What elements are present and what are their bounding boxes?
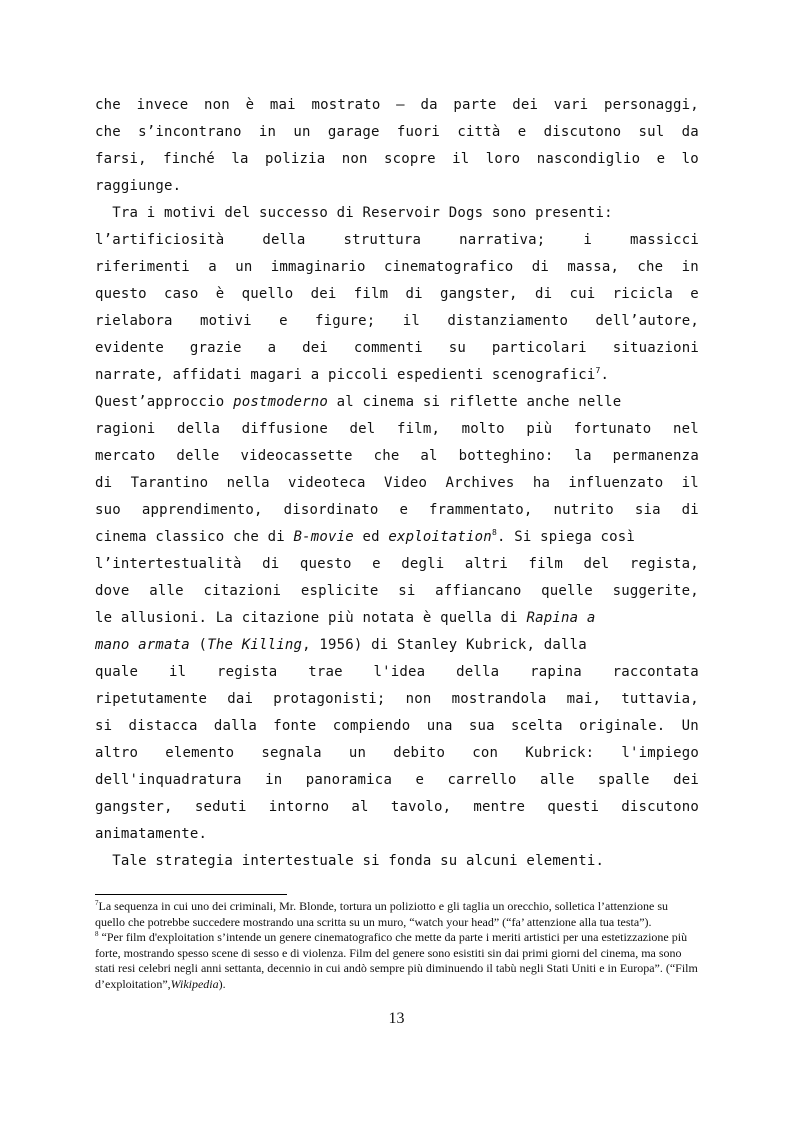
footnotes	[95, 899, 699, 992]
page-number: 13	[388, 1010, 405, 1027]
text-line: riferimenti a un immaginario cinematografico di massa, che in	[95, 259, 699, 275]
text-line: che s’incontrano in un garage fuori città e discutono sul da	[95, 124, 699, 140]
italic-term: postmoderno	[233, 394, 328, 410]
italic-title: Rapina a	[526, 610, 596, 626]
text-line: che invece non è mai mostrato – da parte dei vari personaggi,	[95, 97, 699, 113]
text-line: altro elemento segnala un debito con Kubrick: l'impiego	[95, 745, 699, 761]
footnote-text: “Per film d'exploitation s’intende un genere cinematografico che mette da parte i meriti artistici per una estetizzazione più forte, mostrando spesso scene di sesso e di violenza. Film del genere sono esistiti sin dai primi giorni del cinema, ma sono stati resi celebri negli anni settanta, decennio in cui andò sempre più diminuendo il tabù negli Stati Uniti e in Europa”. (“Film d’exploitation”,	[95, 930, 698, 991]
footnote-ref-8: 8	[491, 528, 497, 537]
text-line: dell'inquadratura in panoramica e carrello alle spalle dei	[95, 772, 699, 788]
text-line: Quest’approccio postmoderno al cinema si riflette anche nelle	[95, 394, 622, 410]
text-line: mercato delle videocassette che al botteghino: la permanenza	[95, 448, 699, 464]
text-line: cinema classico che di B-movie ed exploitation$^8$. Si spiega così	[95, 528, 636, 545]
footnote-source: Wikipedia	[170, 976, 219, 991]
footnote-marker: 7	[95, 899, 99, 907]
text-line: Tale strategia intertestuale si fonda su alcuni elementi.	[95, 853, 605, 869]
text-line: mano armata (The Killing, 1956) di Stanley Kubrick, dalla	[95, 637, 587, 653]
footnote-7	[95, 899, 699, 930]
text-line: rielabora motivi e figure; il distanziamento dell’autore,	[95, 313, 699, 329]
text-line: si distacca dalla fonte compiendo una sua scelta originale. Un	[95, 718, 699, 734]
text-line: farsi, finché la polizia non scopre il loro nascondiglio e lo	[95, 151, 699, 167]
text-line: ripetutamente dai protagonisti; non mostrandola mai, tuttavia,	[95, 691, 699, 707]
footnote-separator	[95, 894, 287, 895]
text-line: Tra i motivi del successo di Reservoir Dogs sono presenti:	[95, 205, 613, 221]
footnote-ref-7: 7	[595, 366, 601, 375]
italic-term: exploitation	[388, 529, 492, 545]
text-line: le allusioni. La citazione più notata è quella di Rapina a	[95, 610, 596, 626]
text-line: animatamente.	[95, 826, 208, 842]
text-line: ragioni della diffusione del film, molto più fortunato nel	[95, 421, 699, 437]
text-line: l’artificiosità della struttura narrativa; i massicci	[95, 232, 699, 248]
footnote-text: La sequenza in cui uno dei criminali, Mr. Blonde, tortura un poliziotto e gli taglia un orecchio, solletica l’attenzione su quello che potrebbe succedere mostrando una scritta su un muro, “watch your head” (“fa’ attenzione alla tua testa”).	[95, 899, 669, 929]
italic-title: The Killing	[207, 637, 303, 653]
body-text	[95, 92, 699, 875]
italic-term: B-movie	[293, 529, 354, 545]
text-line: narrate, affidati magari a piccoli espedienti scenografici$^7$.	[95, 366, 610, 383]
footnote-marker: 8	[95, 930, 99, 938]
text-line: gangster, seduti intorno al tavolo, mentre questi discutono	[95, 799, 699, 815]
text-line: di Tarantino nella videoteca Video Archives ha influenzato il	[95, 475, 699, 491]
text-line: dove alle citazioni esplicite si affiancano quelle suggerite,	[95, 583, 699, 599]
text-fragment: narrate, affidati magari a piccoli espedienti scenografici	[95, 367, 596, 383]
text-line: l’intertestualità di questo e degli altri film del regista,	[95, 556, 699, 572]
text-line: evidente grazie a dei commenti su particolari situazioni	[95, 340, 699, 356]
text-line: suo apprendimento, disordinato e frammentato, nutrito sia di	[95, 502, 699, 518]
text-line: quale il regista trae l'idea della rapina raccontata	[95, 664, 699, 680]
text-line: questo caso è quello dei film di gangster, di cui ricicla e	[95, 286, 699, 302]
text-line: raggiunge.	[95, 178, 182, 194]
footnote-8: $^8$ “Per film d'exploitation s’intende un genere cinematografico che mette da parte i meriti artistici per una estetizzazione più forte, mostrando spesso scene di sesso e di violenza. Film del genere sono esistiti sin dai primi giorni del cinema, ma sono stati resi celebri negli anni settanta, decennio in cui andò sempre più diminuendo il tabù negli Stati Uniti e in Europa”. (“Film d’exploitation”,Wikipedia).	[95, 930, 698, 991]
italic-title: mano armata	[95, 637, 190, 653]
